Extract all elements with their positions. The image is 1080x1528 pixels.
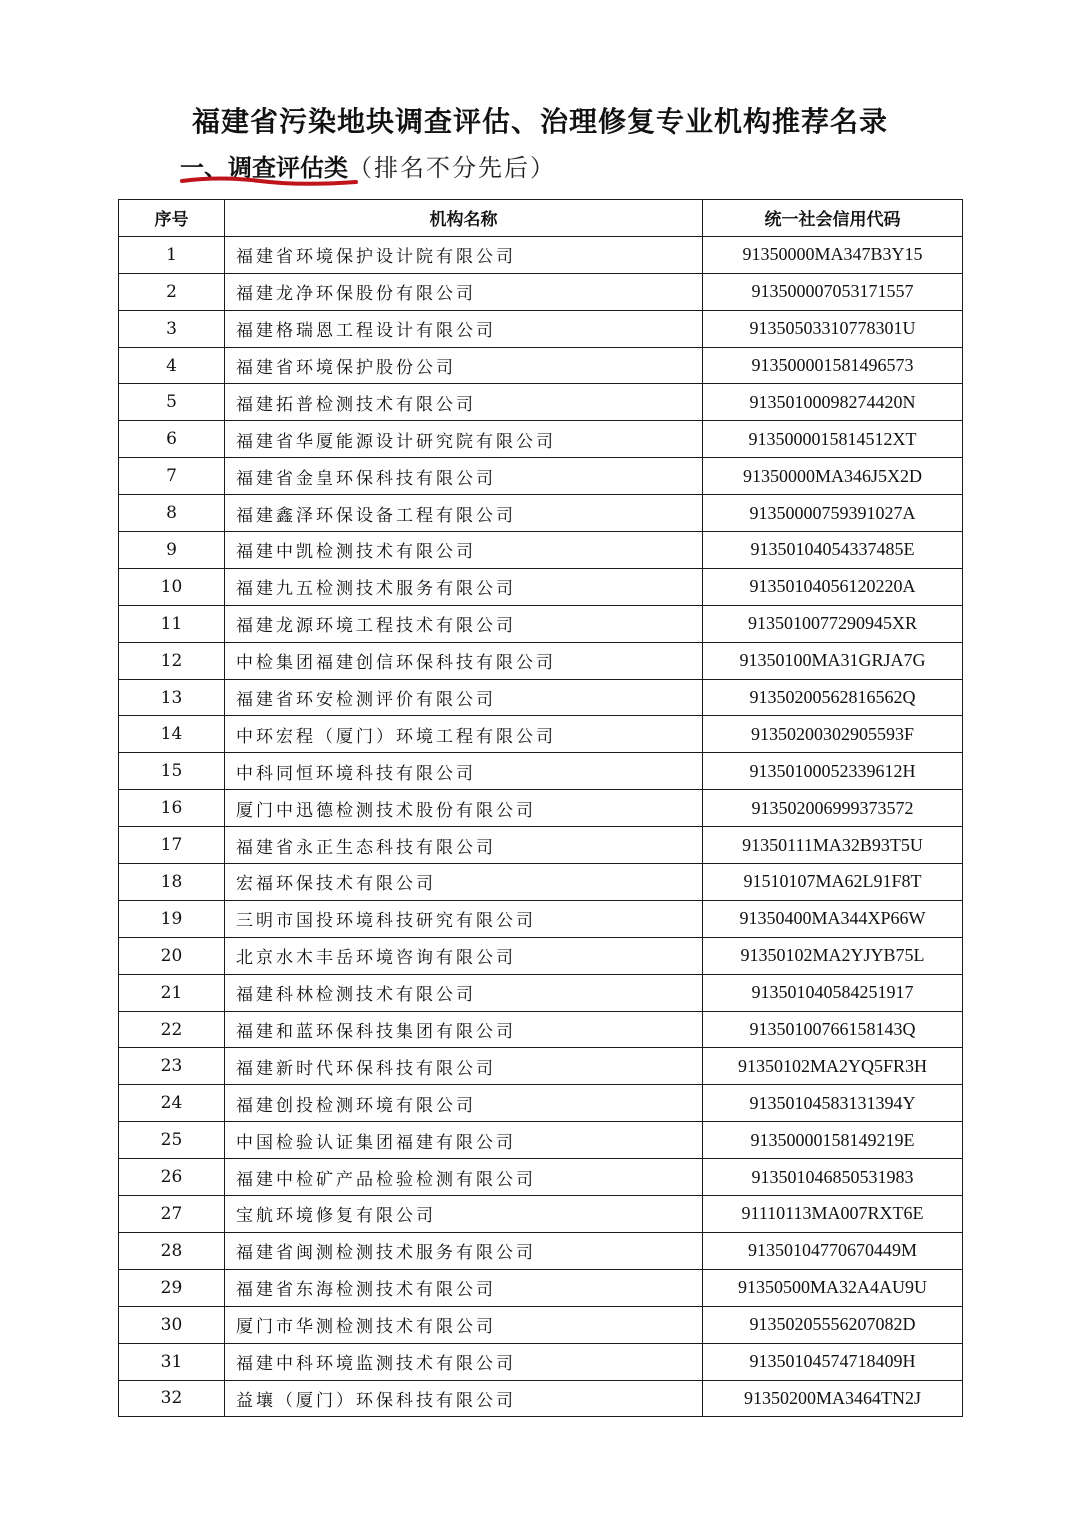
institution-name: 福建创投检测环境有限公司: [225, 1085, 703, 1122]
row-number: 20: [119, 937, 225, 974]
row-number: 3: [119, 310, 225, 347]
table-row: [119, 642, 963, 679]
row-number: 11: [119, 605, 225, 642]
row-number: 13: [119, 679, 225, 716]
institution-name: 福建省闽测检测技术服务有限公司: [225, 1232, 703, 1269]
credit-code: 91350102MA2YJYB75L: [703, 937, 963, 974]
table-row: [119, 532, 963, 569]
institution-name: 中科同恒环境科技有限公司: [225, 753, 703, 790]
table-row: [119, 236, 963, 273]
institution-name: 福建龙源环境工程技术有限公司: [225, 605, 703, 642]
credit-code: 91350000MA347B3Y15: [703, 236, 963, 273]
table-row: [119, 1196, 963, 1233]
table-row: [119, 1011, 963, 1048]
institution-name: 福建新时代环保科技有限公司: [225, 1048, 703, 1085]
table-row: [119, 1122, 963, 1159]
credit-code: 9135010077290945XR: [703, 605, 963, 642]
table-row: [119, 310, 963, 347]
row-number: 28: [119, 1232, 225, 1269]
table-row: [119, 864, 963, 901]
institution-table: [118, 199, 963, 1417]
table-row: [119, 790, 963, 827]
table-body: [119, 236, 963, 1417]
institution-name: 北京水木丰岳环境咨询有限公司: [225, 937, 703, 974]
credit-code: 91350000158149219E: [703, 1122, 963, 1159]
institution-name: 福建中检矿产品检验检测有限公司: [225, 1159, 703, 1196]
institution-name: 福建中凯检测技术有限公司: [225, 532, 703, 569]
credit-code: 91350100052339612H: [703, 753, 963, 790]
row-number: 16: [119, 790, 225, 827]
row-number: 9: [119, 532, 225, 569]
institution-name: 福建省金皇环保科技有限公司: [225, 458, 703, 495]
row-number: 32: [119, 1380, 225, 1417]
credit-code: 913500007053171557: [703, 273, 963, 310]
institution-name: 益壤（厦门）环保科技有限公司: [225, 1380, 703, 1417]
credit-code: 913502006999373572: [703, 790, 963, 827]
row-number: 17: [119, 827, 225, 864]
page-title: 福建省污染地块调查评估、治理修复专业机构推荐名录: [191, 105, 888, 138]
table-row: [119, 568, 963, 605]
credit-code: 91350205556207082D: [703, 1306, 963, 1343]
row-number: 19: [119, 900, 225, 937]
table-row: [119, 679, 963, 716]
row-number: 25: [119, 1122, 225, 1159]
row-number: 22: [119, 1011, 225, 1048]
institution-name: 三明市国投环境科技研究有限公司: [225, 900, 703, 937]
table-row: [119, 421, 963, 458]
credit-code: 91350000759391027A: [703, 495, 963, 532]
row-number: 10: [119, 568, 225, 605]
credit-code: 91350100MA31GRJA7G: [703, 642, 963, 679]
credit-code: 91350111MA32B93T5U: [703, 827, 963, 864]
row-number: 30: [119, 1306, 225, 1343]
institution-name: 福建科林检测技术有限公司: [225, 974, 703, 1011]
row-number: 5: [119, 384, 225, 421]
table-row: [119, 1269, 963, 1306]
red-underline-mark: [180, 172, 370, 188]
credit-code: 91350104054337485E: [703, 532, 963, 569]
row-number: 24: [119, 1085, 225, 1122]
table-row: [119, 937, 963, 974]
row-number: 18: [119, 864, 225, 901]
table-row: [119, 753, 963, 790]
table-row: [119, 458, 963, 495]
institution-name: 中检集团福建创信环保科技有限公司: [225, 642, 703, 679]
table-row: [119, 1380, 963, 1417]
institution-name: 福建鑫泽环保设备工程有限公司: [225, 495, 703, 532]
table-row: [119, 347, 963, 384]
credit-code: 913501046850531983: [703, 1159, 963, 1196]
table-row: [119, 900, 963, 937]
institution-name: 宏福环保技术有限公司: [225, 864, 703, 901]
row-number: 14: [119, 716, 225, 753]
credit-code: 91350200562816562Q: [703, 679, 963, 716]
institution-name: 中环宏程（厦门）环境工程有限公司: [225, 716, 703, 753]
table-row: [119, 716, 963, 753]
credit-code: 9135000015814512XT: [703, 421, 963, 458]
institution-name: 福建省华厦能源设计研究院有限公司: [225, 421, 703, 458]
table-row: [119, 1343, 963, 1380]
credit-code: 91350200MA3464TN2J: [703, 1380, 963, 1417]
institution-name: 中国检验认证集团福建有限公司: [225, 1122, 703, 1159]
institution-name: 福建和蓝环保科技集团有限公司: [225, 1011, 703, 1048]
header-code: 统一社会信用代码: [703, 200, 963, 237]
header-no: 序号: [119, 200, 225, 237]
row-number: 29: [119, 1269, 225, 1306]
credit-code: 91350100098274420N: [703, 384, 963, 421]
credit-code: 91350104770670449M: [703, 1232, 963, 1269]
credit-code: 91350400MA344XP66W: [703, 900, 963, 937]
credit-code: 91110113MA007RXT6E: [703, 1196, 963, 1233]
credit-code: 91350104574718409H: [703, 1343, 963, 1380]
row-number: 27: [119, 1196, 225, 1233]
credit-code: 913500001581496573: [703, 347, 963, 384]
table-row: [119, 1048, 963, 1085]
institution-name: 福建九五检测技术服务有限公司: [225, 568, 703, 605]
row-number: 8: [119, 495, 225, 532]
institution-name: 厦门中迅德检测技术股份有限公司: [225, 790, 703, 827]
credit-code: 91350100766158143Q: [703, 1011, 963, 1048]
table-row: [119, 495, 963, 532]
institution-name: 厦门市华测检测技术有限公司: [225, 1306, 703, 1343]
institution-name: 福建中科环境监测技术有限公司: [225, 1343, 703, 1380]
institution-name: 福建省环境保护股份公司: [225, 347, 703, 384]
table-row: [119, 273, 963, 310]
credit-code: 91350104056120220A: [703, 568, 963, 605]
row-number: 26: [119, 1159, 225, 1196]
table-row: [119, 384, 963, 421]
table-header-row: [119, 200, 963, 237]
credit-code: 91350503310778301U: [703, 310, 963, 347]
institution-name: 宝航环境修复有限公司: [225, 1196, 703, 1233]
institution-name: 福建省环安检测评价有限公司: [225, 679, 703, 716]
institution-name: 福建拓普检测技术有限公司: [225, 384, 703, 421]
row-number: 6: [119, 421, 225, 458]
row-number: 7: [119, 458, 225, 495]
row-number: 12: [119, 642, 225, 679]
institution-name: 福建龙净环保股份有限公司: [225, 273, 703, 310]
table-row: [119, 1232, 963, 1269]
institution-name: 福建省永正生态科技有限公司: [225, 827, 703, 864]
table-row: [119, 974, 963, 1011]
row-number: 21: [119, 974, 225, 1011]
row-number: 2: [119, 273, 225, 310]
table-row: [119, 1085, 963, 1122]
institution-name: 福建省环境保护设计院有限公司: [225, 236, 703, 273]
credit-code: 91510107MA62L91F8T: [703, 864, 963, 901]
table-row: [119, 1306, 963, 1343]
credit-code: 91350102MA2YQ5FR3H: [703, 1048, 963, 1085]
section-label: 一、调查评估类: [180, 154, 348, 182]
credit-code: 91350000MA346J5X2D: [703, 458, 963, 495]
institution-name: 福建省东海检测技术有限公司: [225, 1269, 703, 1306]
row-number: 23: [119, 1048, 225, 1085]
section-note: （排名不分先后）: [348, 154, 556, 182]
row-number: 31: [119, 1343, 225, 1380]
credit-code: 91350500MA32A4AU9U: [703, 1269, 963, 1306]
row-number: 4: [119, 347, 225, 384]
table-row: [119, 605, 963, 642]
row-number: 1: [119, 236, 225, 273]
header-name: 机构名称: [225, 200, 703, 237]
credit-code: 91350104583131394Y: [703, 1085, 963, 1122]
row-number: 15: [119, 753, 225, 790]
table-row: [119, 827, 963, 864]
credit-code: 913501040584251917: [703, 974, 963, 1011]
credit-code: 91350200302905593F: [703, 716, 963, 753]
table-row: [119, 1159, 963, 1196]
institution-name: 福建格瑞恩工程设计有限公司: [225, 310, 703, 347]
